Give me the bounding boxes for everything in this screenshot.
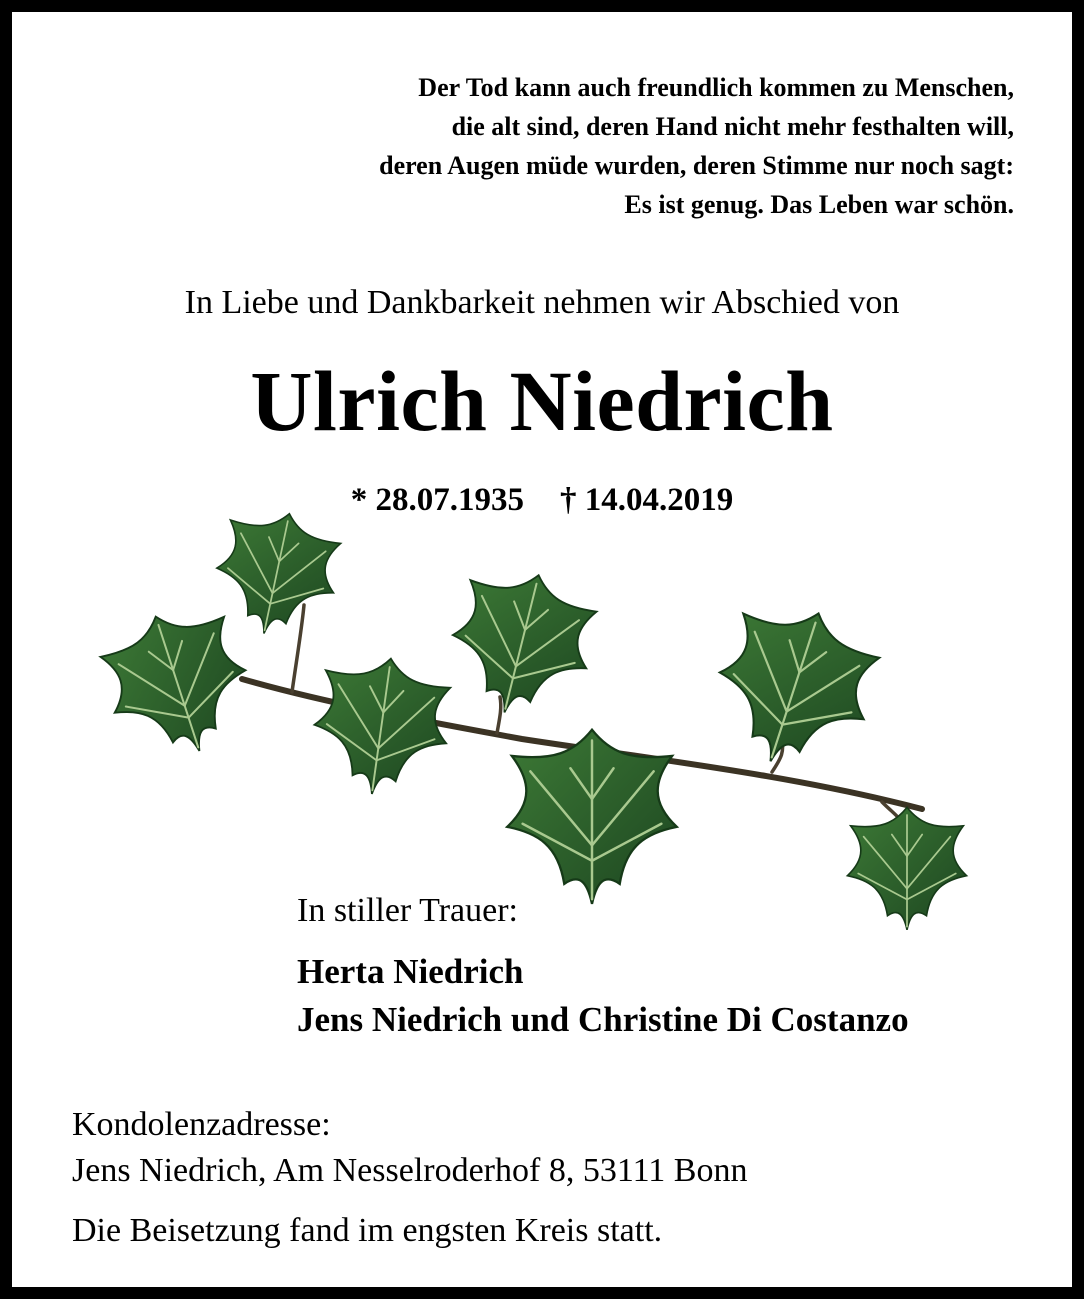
deceased-name: Ulrich Niedrich (250, 353, 834, 449)
poem-line: die alt sind, deren Hand nicht mehr festhalten will, (451, 112, 1014, 141)
ivy-leaf (699, 590, 891, 785)
ivy-leaf (206, 507, 348, 646)
ivy-leaf (306, 649, 457, 803)
burial-note: Die Beisetzung fand im engsten Kreis statt. (72, 1212, 663, 1249)
birth-date: * 28.07.1935 (350, 482, 524, 518)
poem-line: Der Tod kann auch freundlich kommen zu Menschen, (418, 73, 1014, 102)
mourner-name: Jens Niedrich und Christine Di Costanzo (297, 1000, 909, 1039)
condolence-label: Kondolenzadresse: (72, 1106, 331, 1143)
ivy-branch-image (92, 507, 1012, 937)
mourning-label: In stiller Trauer: (297, 892, 518, 929)
poem-line: deren Augen müde wurden, deren Stimme nur noch sagt: (379, 151, 1014, 180)
poem (379, 68, 1014, 224)
ivy-leaf (92, 595, 265, 772)
ivy-leaf (438, 559, 606, 729)
intro-text: In Liebe und Dankbarkeit nehmen wir Abschied von (184, 284, 900, 321)
ivy-leaf (847, 807, 966, 929)
death-date: † 14.04.2019 (560, 482, 734, 518)
mourner-name: Herta Niedrich (297, 952, 524, 991)
poem-line: Es ist genug. Das Leben war schön. (624, 190, 1014, 219)
mourners-list (297, 948, 909, 1044)
condolence-address: Jens Niedrich, Am Nesselroderhof 8, 53111 Bonn (72, 1152, 748, 1189)
